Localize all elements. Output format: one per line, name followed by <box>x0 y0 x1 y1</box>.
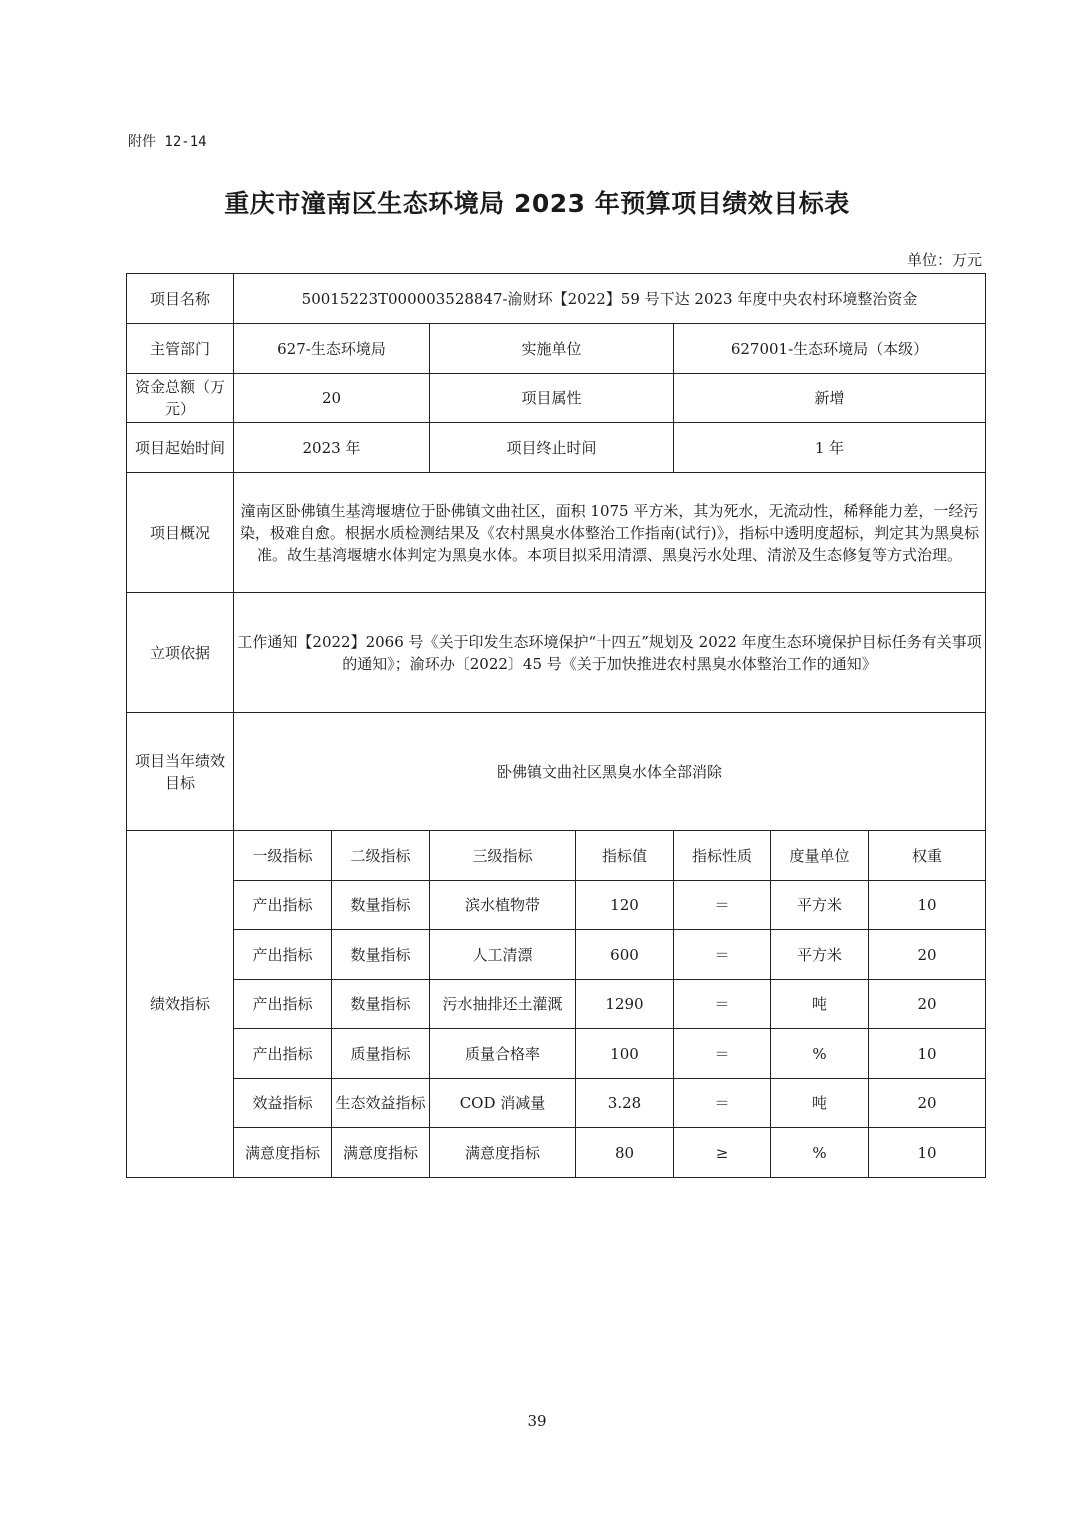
nature-cell: ≥ <box>674 1128 771 1178</box>
nature-cell: ＝ <box>674 980 771 1029</box>
level2-cell: 生态效益指标 <box>332 1079 430 1128</box>
weight-cell: 20 <box>869 1079 986 1128</box>
weight-cell: 10 <box>869 881 986 930</box>
header-cell: 三级指标 <box>430 831 576 881</box>
implementing-unit-label: 实施单位 <box>430 324 674 374</box>
header-cell: 指标性质 <box>674 831 771 881</box>
level3-cell: 人工清漂 <box>430 930 576 980</box>
level1-cell: 产出指标 <box>234 980 332 1029</box>
level2-cell: 满意度指标 <box>332 1128 430 1178</box>
level1-cell: 满意度指标 <box>234 1128 332 1178</box>
level2-cell: 数量指标 <box>332 980 430 1029</box>
value-cell: 80 <box>576 1128 674 1178</box>
weight-cell: 10 <box>869 1128 986 1178</box>
table-row <box>127 1029 986 1079</box>
level3-cell: 污水抽排还土灌溉 <box>430 980 576 1029</box>
level1-cell: 产出指标 <box>234 930 332 980</box>
project-attribute-value: 新增 <box>674 374 986 423</box>
goal-row <box>127 713 986 831</box>
header-cell: 权重 <box>869 831 986 881</box>
level1-cell: 产出指标 <box>234 881 332 930</box>
overview-row <box>127 473 986 593</box>
fund-row <box>127 374 986 423</box>
unit-cell: 吨 <box>771 1079 869 1128</box>
table-row <box>127 881 986 930</box>
project-attribute-label: 项目属性 <box>430 374 674 423</box>
nature-cell: ＝ <box>674 930 771 980</box>
value-cell: 3.28 <box>576 1079 674 1128</box>
value-cell: 100 <box>576 1029 674 1079</box>
level2-cell: 质量指标 <box>332 1029 430 1079</box>
basis-label: 立项依据 <box>127 593 234 713</box>
weight-cell: 10 <box>869 1029 986 1079</box>
project-name-value: 50015223T000003528847-渝财环【2022】59 号下达 2023 年度中央农村环境整治资金 <box>234 274 986 324</box>
unit-cell: 吨 <box>771 980 869 1029</box>
table-row <box>127 980 986 1029</box>
weight-cell: 20 <box>869 980 986 1029</box>
nature-cell: ＝ <box>674 881 771 930</box>
department-row <box>127 324 986 374</box>
overview-label: 项目概况 <box>127 473 234 593</box>
header-cell: 一级指标 <box>234 831 332 881</box>
value-cell: 120 <box>576 881 674 930</box>
level3-cell: 满意度指标 <box>430 1128 576 1178</box>
level1-cell: 效益指标 <box>234 1079 332 1128</box>
project-name-label: 项目名称 <box>127 274 234 324</box>
unit-cell: 平方米 <box>771 881 869 930</box>
nature-cell: ＝ <box>674 1079 771 1128</box>
department-value: 627-生态环境局 <box>234 324 430 374</box>
performance-label: 绩效指标 <box>127 831 234 1178</box>
weight-cell: 20 <box>869 930 986 980</box>
unit-cell: % <box>771 1029 869 1079</box>
level3-cell: COD 消减量 <box>430 1079 576 1128</box>
unit-label: 单位：万元 <box>906 251 982 269</box>
unit-cell: % <box>771 1128 869 1178</box>
start-time-label: 项目起始时间 <box>127 423 234 473</box>
goal-label: 项目当年绩效目标 <box>127 713 234 831</box>
attachment-label: 附件 12-14 <box>128 134 207 150</box>
header-cell: 二级指标 <box>332 831 430 881</box>
end-time-value: 1 年 <box>674 423 986 473</box>
table-row <box>127 1128 986 1178</box>
fund-label: 资金总额（万元） <box>127 374 234 423</box>
level1-cell: 产出指标 <box>234 1029 332 1079</box>
nature-cell: ＝ <box>674 1029 771 1079</box>
table-row <box>127 1079 986 1128</box>
basis-value: 工作通知【2022】2066 号《关于印发生态环境保护“十四五”规划及 2022 年度生态环境保护目标任务有关事项的通知》；渝环办〔2022〕45 号《关于加快推进农村黑臭水体整治工作的通知》 <box>234 593 986 713</box>
goal-value: 卧佛镇文曲社区黑臭水体全部消除 <box>234 713 986 831</box>
period-row <box>127 423 986 473</box>
overview-value: 潼南区卧佛镇生基湾堰塘位于卧佛镇文曲社区，面积 1075 平方米，其为死水，无流动性，稀释能力差，一经污染，极难自愈。根据水质检测结果及《农村黑臭水体整治工作指南(试行)》，指标中透明度超标，判定其为黑臭标准。故生基湾堰塘水体判定为黑臭水体。本项目拟采用清漂、黑臭污水处理、清淤及生态修复等方式治理。 <box>234 473 986 593</box>
level3-cell: 质量合格率 <box>430 1029 576 1079</box>
project-name-row <box>127 274 986 324</box>
start-time-value: 2023 年 <box>234 423 430 473</box>
indicator-header-row <box>127 831 986 881</box>
implementing-unit-value: 627001-生态环境局（本级） <box>674 324 986 374</box>
level3-cell: 滨水植物带 <box>430 881 576 930</box>
department-label: 主管部门 <box>127 324 234 374</box>
page-number: 39 <box>527 1412 547 1430</box>
header-cell: 指标值 <box>576 831 674 881</box>
table-row <box>127 930 986 980</box>
fund-value: 20 <box>234 374 430 423</box>
end-time-label: 项目终止时间 <box>430 423 674 473</box>
performance-target-table <box>126 273 986 1178</box>
basis-row <box>127 593 986 713</box>
level2-cell: 数量指标 <box>332 930 430 980</box>
page-title: 重庆市潼南区生态环境局 2023 年预算项目绩效目标表 <box>224 189 850 218</box>
value-cell: 1290 <box>576 980 674 1029</box>
unit-cell: 平方米 <box>771 930 869 980</box>
value-cell: 600 <box>576 930 674 980</box>
header-cell: 度量单位 <box>771 831 869 881</box>
level2-cell: 数量指标 <box>332 881 430 930</box>
